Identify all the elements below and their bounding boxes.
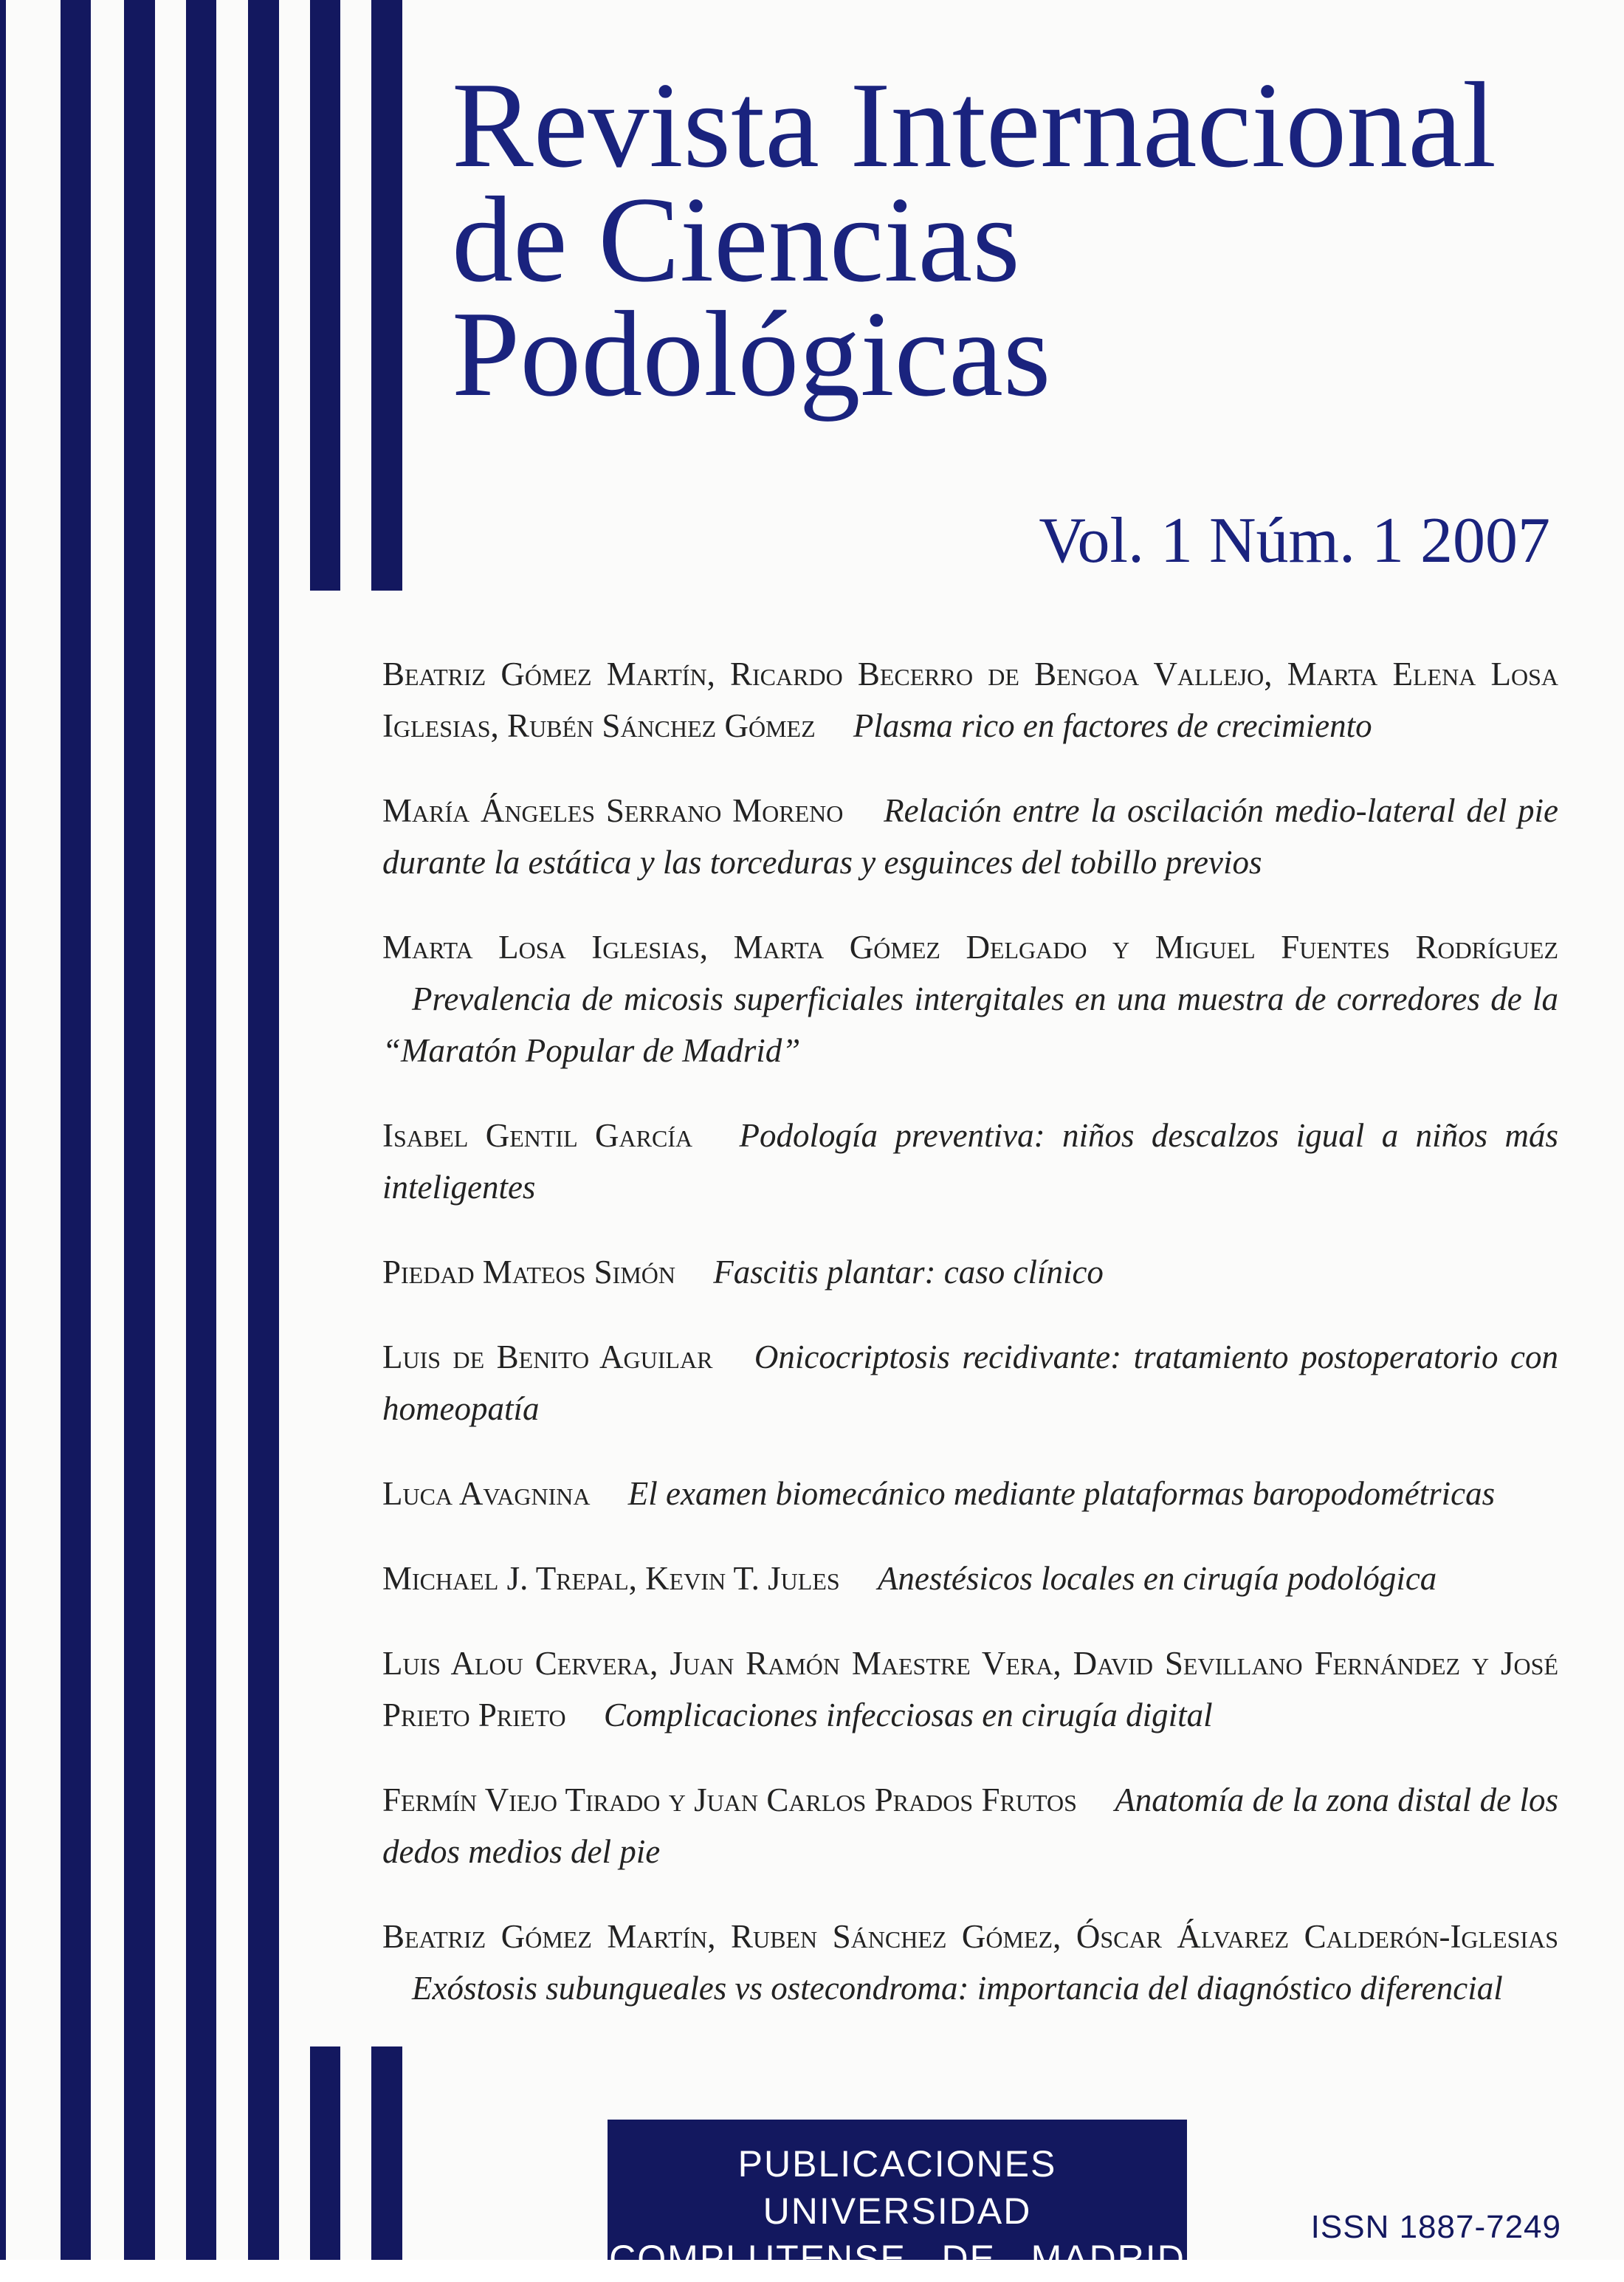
article-entry	[382, 1246, 1558, 1298]
issn-number: ISSN 1887-7249	[1310, 2209, 1561, 2245]
article-title: Fascitis plantar: caso clínico	[713, 1254, 1104, 1291]
journal-title-line: Revista Internacional	[452, 57, 1497, 193]
article-title: Anatomía de la zona distal de los dedos medios del pie	[382, 1781, 1558, 1870]
article-authors: Luis de Benito Aguilar	[382, 1338, 713, 1375]
stripe-4	[186, 0, 216, 2260]
journal-title	[452, 57, 1497, 422]
article-entry	[382, 1331, 1558, 1434]
stripe-6a	[310, 0, 340, 591]
article-authors: Beatriz Gómez Martín, Ricardo Becerro de Bengoa Vallejo, Marta Elena Losa Iglesias, Rubén Sánchez Gómez	[382, 656, 1558, 744]
article-authors: Isabel Gentil García	[382, 1117, 693, 1154]
article-authors: Fermín Viejo Tirado y Juan Carlos Prados Frutos	[382, 1781, 1077, 1818]
publisher-line: PUBLICACIONES UNIVERSIDAD	[737, 2143, 1057, 2232]
article-entry	[382, 1553, 1558, 1604]
article-entry	[382, 1774, 1558, 1877]
article-authors: Beatriz Gómez Martín, Ruben Sánchez Gómez, Óscar Álvarez Calderón-Iglesias	[382, 1918, 1558, 1955]
table-of-contents	[382, 648, 1558, 2047]
article-title: Prevalencia de micosis superficiales intergitales en una muestra de corredores de la “Maratón Popular de Madrid”	[382, 980, 1558, 1069]
article-authors: Piedad Mateos Simón	[382, 1254, 675, 1291]
stripe-3	[124, 0, 155, 2260]
article-entry	[382, 921, 1558, 1076]
stripe-2	[61, 0, 91, 2260]
stripe-6b	[310, 2046, 340, 2260]
publisher-box	[608, 2120, 1187, 2279]
article-authors: María Ángeles Serrano Moreno	[382, 792, 844, 829]
article-entry	[382, 1637, 1558, 1741]
article-title: Relación entre la oscilación medio-lateral del pie durante la estática y las torceduras y esguinces del tobillo previos	[382, 792, 1558, 881]
volume-issue: Vol. 1 Núm. 1 2007	[1039, 505, 1550, 577]
article-title: Plasma rico en factores de crecimiento	[853, 707, 1372, 744]
publisher-line: COMPLUTENSE DE MADRID	[609, 2238, 1186, 2279]
article-title: El examen biomecánico mediante plataformas baropodométricas	[627, 1475, 1496, 1512]
article-entry	[382, 785, 1558, 888]
stripe-7a	[371, 0, 402, 591]
article-authors: Marta Losa Iglesias, Marta Gómez Delgado y Miguel Fuentes Rodríguez	[382, 929, 1558, 966]
article-entry	[382, 1468, 1558, 1519]
article-entry	[382, 648, 1558, 752]
article-title: Exóstosis subungueales vs ostecondroma: importancia del diagnóstico diferencial	[412, 1970, 1503, 2007]
journal-title-line: de Ciencias	[452, 171, 1020, 307]
article-title: Podología preventiva: niños descalzos igual a niños más inteligentes	[382, 1117, 1559, 1206]
article-entry	[382, 1911, 1558, 2014]
article-authors: Luis Alou Cervera, Juan Ramón Maestre Vera, David Sevillano Fernández y José Prieto Prieto	[382, 1645, 1558, 1733]
article-entry	[382, 1110, 1558, 1213]
article-title: Complicaciones infecciosas en cirugía digital	[603, 1697, 1213, 1733]
article-authors: Michael J. Trepal, Kevin T. Jules	[382, 1560, 840, 1597]
stripe-7b	[371, 2046, 402, 2260]
stripe-1	[0, 0, 6, 2260]
article-title: Onicocriptosis recidivante: tratamiento postoperatorio con homeopatía	[382, 1338, 1558, 1427]
stripe-5	[248, 0, 279, 2260]
article-authors: Luca Avagnina	[382, 1475, 591, 1512]
journal-title-line: Podológicas	[452, 286, 1051, 422]
article-title: Anestésicos locales en cirugía podológica	[877, 1560, 1437, 1597]
